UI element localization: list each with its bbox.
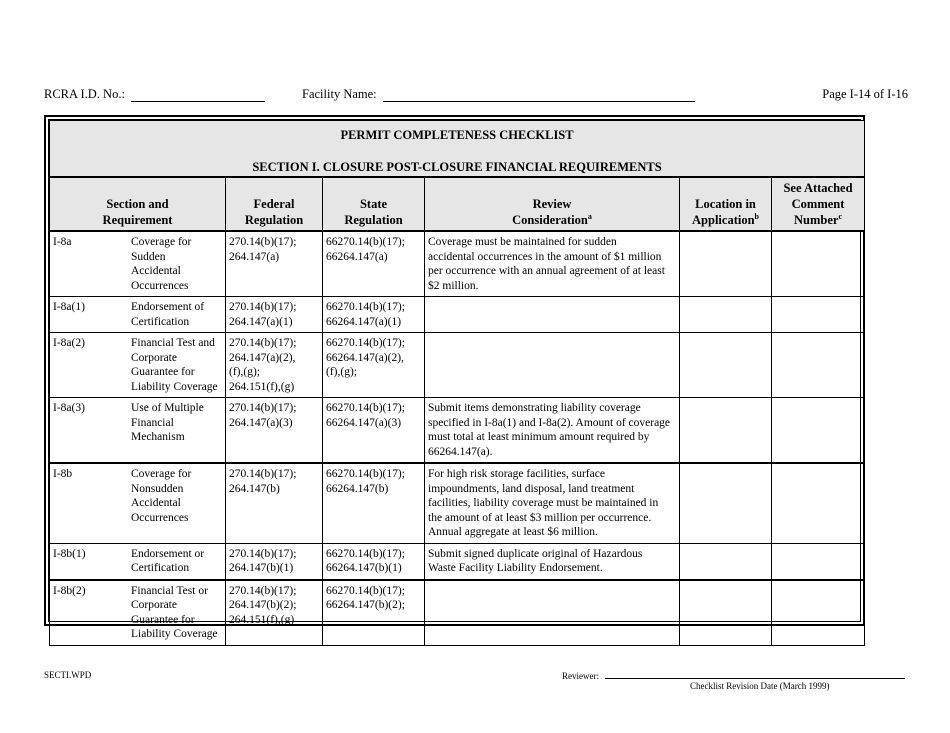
reviewer-label: Reviewer: [562,671,599,681]
checklist-table [49,120,865,646]
section-id: I-8a(3) [53,402,85,414]
requirement-text [131,235,223,293]
review-consideration-cell [425,297,680,333]
comment-number-cell[interactable] [772,543,865,580]
cell-line: 66264.147(a). [428,445,493,458]
cell-line: 66264.147(b)(2); [326,599,405,611]
table-row [50,231,865,297]
state-regulation-cell [323,333,425,398]
comment-number-cell[interactable] [772,231,865,297]
cell-line: Submit items demonstrating liability coverage [428,402,641,414]
section-id: I-8b [53,468,73,480]
comment-number-cell[interactable] [772,297,865,333]
cell-line: Annual aggregate at least $6 million. [428,526,598,538]
location-in-application-cell[interactable] [680,463,772,543]
section-requirement-cell [50,580,226,646]
cell-line: Accidental [131,265,181,277]
federal-regulation-cell [226,231,323,297]
section-id: I-8b(2) [53,584,86,597]
cell-line: 264.147(a)(1) [229,315,293,328]
requirement-text [131,467,223,525]
requirement-text [131,336,223,394]
facility-name-field [302,87,695,102]
state-regulation-cell [323,463,425,543]
comment-number-cell[interactable] [772,463,865,543]
revision-date: Checklist Revision Date (March 1999) [690,681,830,691]
cell-line: Submit signed duplicate original of Hazardous [428,547,643,560]
cell-line: Occurrences [131,511,189,524]
cell-line: 264.151(f),(g) [229,613,295,626]
cell-line: Certification [131,562,190,574]
checklist-frame [44,115,865,640]
cell-line: accidental occurrences in the amount of $1 million [428,250,662,263]
review-consideration-cell [425,333,680,398]
cell-line: must total at least minimum amount required by [428,431,650,443]
section-id: I-8a [53,236,72,248]
cell-line: (f),(g); [229,366,260,378]
col-header-state: State Regulation [323,177,425,231]
cell-line: 66264.147(b)(1) [326,562,402,574]
state-regulation-cell [323,398,425,464]
location-in-application-cell[interactable] [680,297,772,333]
cell-line: Financial Test and [131,337,215,349]
facility-name-label: Facility Name: [302,87,377,101]
cell-line: For high risk storage facilities, surface [428,468,605,480]
cell-line: Use of Multiple [131,402,204,414]
cell-line: Coverage for [131,468,192,480]
federal-regulation-cell [226,333,323,398]
reviewer-blank[interactable] [605,670,905,679]
state-regulation-cell [323,297,425,333]
cell-line: 66264.147(a)(3) [326,416,402,429]
rcra-id-blank[interactable] [131,89,265,102]
checklist-title: PERMIT COMPLETENESS CHECKLIST [340,128,574,142]
cell-line: 264.147(a) [229,250,280,263]
section-id: I-8a(1) [53,301,85,313]
page-number: Page I-14 of I-16 [822,87,908,101]
table-row [50,463,865,543]
col-header-review: Review Consideration$^a$ [425,177,680,231]
rcra-id-label: RCRA I.D. No.: [44,87,125,101]
state-regulation-cell [323,580,425,646]
table-title [50,121,865,178]
cell-line: the amount of at least $3 million per occurrence. [428,511,652,524]
requirement-text [131,547,223,576]
cell-line: Coverage must be maintained for sudden [428,236,617,248]
cell-line: 66264.147(b) [326,482,389,495]
cell-line: Endorsement or [131,547,205,560]
federal-regulation-cell [226,580,323,646]
cell-line: 264.151(f),(g) [229,380,295,393]
section-requirement-cell [50,398,226,464]
cell-line: 66270.14(b)(17); [326,468,405,480]
review-consideration-cell [425,543,680,580]
section-requirement-cell [50,543,226,580]
requirement-text [131,300,223,329]
review-consideration-cell [425,231,680,297]
cell-line: 66270.14(b)(17); [326,547,405,560]
cell-line: 66270.14(b)(17); [326,236,405,248]
federal-regulation-cell [226,463,323,543]
cell-line: Liability Coverage [131,628,218,640]
cell-line: 66270.14(b)(17); [326,337,405,349]
comment-number-cell[interactable] [772,580,865,646]
cell-line: Sudden [131,250,166,263]
cell-line: Coverage for [131,236,192,248]
cell-line: 66264.147(a) [326,250,388,263]
cell-line: (f),(g); [326,366,357,378]
cell-line: Waste Facility Liability Endorsement. [428,562,603,574]
table-row [50,333,865,398]
location-in-application-cell[interactable] [680,398,772,464]
rcra-id-field [44,87,265,102]
facility-name-blank[interactable] [383,89,695,102]
cell-line: 66264.147(a)(1) [326,315,402,328]
cell-line: Corporate [131,351,177,364]
table-row [50,580,865,646]
cell-line: 264.147(b)(2); [229,599,297,611]
federal-regulation-cell [226,297,323,333]
requirement-text [131,401,223,445]
cell-line: $2 million. [428,279,479,292]
cell-line: facilities, liability coverage must be maintained in [428,497,659,509]
col-header-federal: Federal Regulation [226,177,323,231]
section-requirement-cell [50,231,226,297]
cell-line: specified in I-8a(1) and I-8a(2). Amount of coverage [428,416,671,429]
section-requirement-cell [50,297,226,333]
file-name: SECTI.WPD [44,670,92,680]
comment-number-cell[interactable] [772,333,865,398]
review-consideration-cell [425,398,680,464]
cell-line: 270.14(b)(17); [229,236,297,248]
section-id: I-8a(2) [53,337,85,349]
cell-line: 270.14(b)(17); [229,547,297,560]
cell-line: Endorsement of [131,301,205,313]
cell-line: Nonsudden [131,482,184,495]
cell-line: Financial Test or [131,584,208,597]
review-consideration-cell [425,463,680,543]
state-regulation-cell [323,231,425,297]
location-in-application-cell[interactable] [680,231,772,297]
review-consideration-cell [425,580,680,646]
cell-line: 264.147(b) [229,482,280,495]
cell-line: Guarantee for [131,613,195,626]
cell-line: Financial [131,416,174,429]
cell-line: per occurrence with an annual agreement of at least [428,265,665,277]
reviewer-field [562,670,905,681]
cell-line: Occurrences [131,279,189,292]
cell-line: 264.147(a)(2), [229,351,296,364]
cell-line: Liability Coverage [131,380,218,393]
requirement-text [131,584,223,642]
federal-regulation-cell [226,543,323,580]
section-title: SECTION I. CLOSURE POST-CLOSURE FINANCIAL REQUIREMENTS [252,159,662,174]
col-header-comment: See Attached Comment Number$^c$ [772,177,865,231]
cell-line: 270.14(b)(17); [229,301,297,313]
cell-line: Certification [131,315,190,328]
cell-line: 264.147(a)(3) [229,416,293,429]
cell-line: Mechanism [131,431,185,443]
state-regulation-cell [323,543,425,580]
location-in-application-cell[interactable] [680,543,772,580]
col-header-location: Location in Application$^b$ [680,177,772,231]
cell-line: 270.14(b)(17); [229,584,297,597]
location-in-application-cell[interactable] [680,580,772,646]
cell-line: 264.147(b)(1) [229,562,294,574]
cell-line: Guarantee for [131,366,195,378]
cell-line: 66264.147(a)(2), [326,351,404,364]
cell-line: 66270.14(b)(17); [326,402,405,414]
table-row [50,398,865,464]
comment-number-cell[interactable] [772,398,865,464]
cell-line: 66270.14(b)(17); [326,584,405,597]
col-header-section: Section and Requirement [50,177,226,231]
section-requirement-cell [50,333,226,398]
cell-line: 270.14(b)(17); [229,337,297,349]
cell-line: 270.14(b)(17); [229,468,297,480]
federal-regulation-cell [226,398,323,464]
cell-line: Accidental [131,497,181,509]
cell-line: Corporate [131,599,177,611]
cell-line: 66270.14(b)(17); [326,301,405,313]
location-in-application-cell[interactable] [680,333,772,398]
cell-line: 270.14(b)(17); [229,402,297,414]
section-requirement-cell [50,463,226,543]
section-id: I-8b(1) [53,547,86,560]
cell-line: impoundments, land disposal, land treatment [428,482,635,495]
table-row [50,297,865,333]
table-row [50,543,865,580]
